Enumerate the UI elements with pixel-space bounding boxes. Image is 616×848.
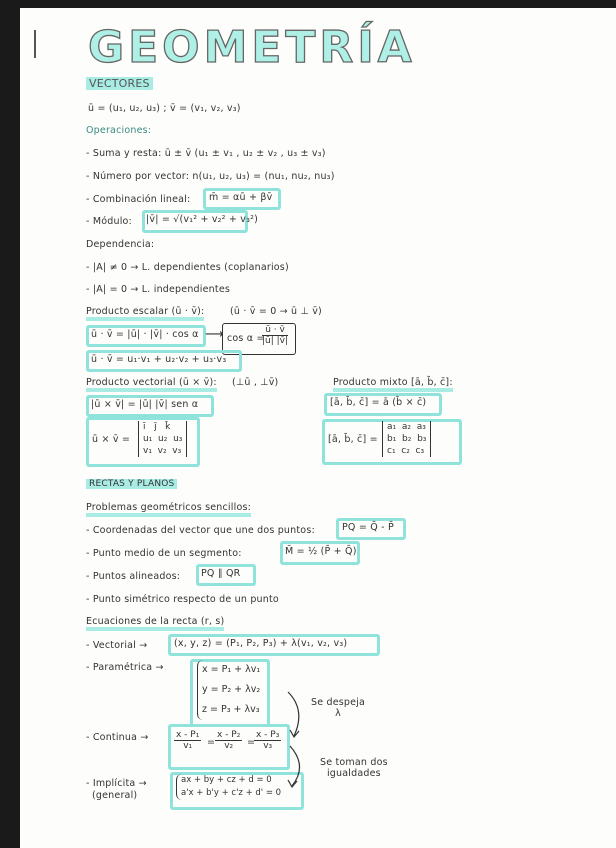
continua-num-2: x - P₂ [217,730,241,740]
cos-denominator: |ū| |v̄| [262,336,289,346]
producto-escalar-componentes: ū · v̄ = u₁·v₁ + u₂·v₂ + u₃·v₃ [91,354,227,365]
numero-por-vector: - Número por vector: n(u₁, u₂, u₃) = (nu₁, nu₂, nu₃) [86,171,335,182]
equals-sign: = [247,737,256,748]
punto-simetrico: - Punto simétrico respecto de un punto [86,594,279,605]
coordenadas-label: - Coordenadas del vector que une dos puntos: [86,525,315,536]
alineados-label: - Puntos alineados: [86,571,181,582]
suma-resta: - Suma y resta: ū ± v̄ (u₁ ± v₁ , u₂ ± v₂ , u₃ ± v₃) [86,148,326,159]
arrow-right-icon: ⟶ [205,327,224,342]
implicita-sublabel: (general) [92,790,138,801]
dependencia-2: - |A| = 0 → L. independientes [86,284,231,295]
ecuaciones-label: Ecuaciones de la recta (r, s) [86,616,224,631]
producto-mixto-formula: [ā, b̄, c̄] = ā (b̄ × c̄) [330,397,427,408]
producto-vectorial-note: (⊥ū , ⊥v̄) [232,377,279,388]
continua-fraction-2 [215,730,242,751]
section-heading-vectores: VECTORES [86,77,153,90]
punto-medio-label: - Punto medio de un segmento: [86,548,242,559]
curved-arrow-icons [280,690,310,810]
alineados-formula: PQ ∥ QR [201,568,241,579]
implicita-system: ax + by + cz + d = 0 a'x + b'y + c'z + d' = 0 [176,774,281,800]
continua-den-1: v₁ [183,741,193,751]
producto-mixto-matrix: a₁ a₂ a₃ b₁ b₂ b₃ c₁ c₂ c₃ [382,421,431,457]
modulo-formula: |v̄| = √(v₁² + v₂² + v₃²) [146,214,259,225]
producto-vectorial-matrix: ī j̄ k̄ u₁ u₂ u₃ v₁ v₂ v₃ [138,421,187,457]
section-heading-rectas: RECTAS Y PLANOS [86,479,177,489]
producto-mixto-label: Producto mixto [ā, b̄, c̄]: [333,377,453,392]
problemas-label: Problemas geométricos sencillos: [86,502,251,517]
modulo-label: - Módulo: [86,216,132,227]
dependencia-1: - |A| ≠ 0 → L. dependientes (coplanarios) [86,262,289,273]
producto-mixto-lhs: [ā, b̄, c̄] = [328,434,378,445]
cos-fraction [262,325,288,346]
vectorial-formula: (x, y, z) = (P₁, P₂, P₃) + λ(v₁, v₂, v₃) [174,638,348,649]
continua-den-2: v₂ [224,741,234,751]
dependencia-label: Dependencia: [86,239,155,250]
continua-fraction-1 [174,730,201,751]
producto-escalar-label: Producto escalar (ū · v̄): [86,306,204,321]
producto-escalar-formula: ū · v̄ = |ū| · |v̄| · cos α [91,329,199,340]
parametrica-system: x = P₁ + λv₁ y = P₂ + λv₂ z = P₃ + λv₃ [197,660,260,720]
producto-vectorial-lhs: ū × v̄ = [92,434,131,445]
vectorial-label: - Vectorial → [86,640,148,651]
continua-num-1: x - P₁ [176,730,200,740]
coordenadas-formula: PQ = Q̄ - P̄ [342,522,394,533]
toman-note: Se toman dos igualdades [320,757,388,779]
margin-mark [34,30,36,58]
continua-den-3: v₃ [263,741,273,751]
cos-label: cos α = [227,333,265,344]
combinacion-label: - Combinación lineal: [86,194,191,205]
producto-escalar-note: (ū · v̄ = 0 → ū ⊥ v̄) [230,306,322,317]
equals-sign: = [207,737,216,748]
cos-numerator: ū · v̄ [262,325,288,336]
punto-medio-formula: M̄ = ½ (P̄ + Q̄) [285,546,357,557]
page-title: GEOMETRÍA [88,22,416,73]
operaciones-label: Operaciones: [86,125,152,136]
continua-num-3: x - P₃ [256,730,280,740]
vector-definition: ū = (u₁, u₂, u₃) ; v̄ = (v₁, v₂, v₃) [88,103,241,114]
continua-label: - Continua → [86,732,149,743]
despeja-note: Se despeja λ [311,697,366,719]
producto-vectorial-modulo: |ū × v̄| = |ū| |v̄| sen α [91,399,199,410]
producto-vectorial-label: Producto vectorial (ū × v̄): [86,377,217,392]
parametrica-label: - Paramétrica → [86,662,164,673]
combinacion-formula: m̄ = αū + βv̄ [209,192,273,203]
continua-fraction-3 [254,730,281,751]
implicita-label: - Implícita → [86,778,147,789]
